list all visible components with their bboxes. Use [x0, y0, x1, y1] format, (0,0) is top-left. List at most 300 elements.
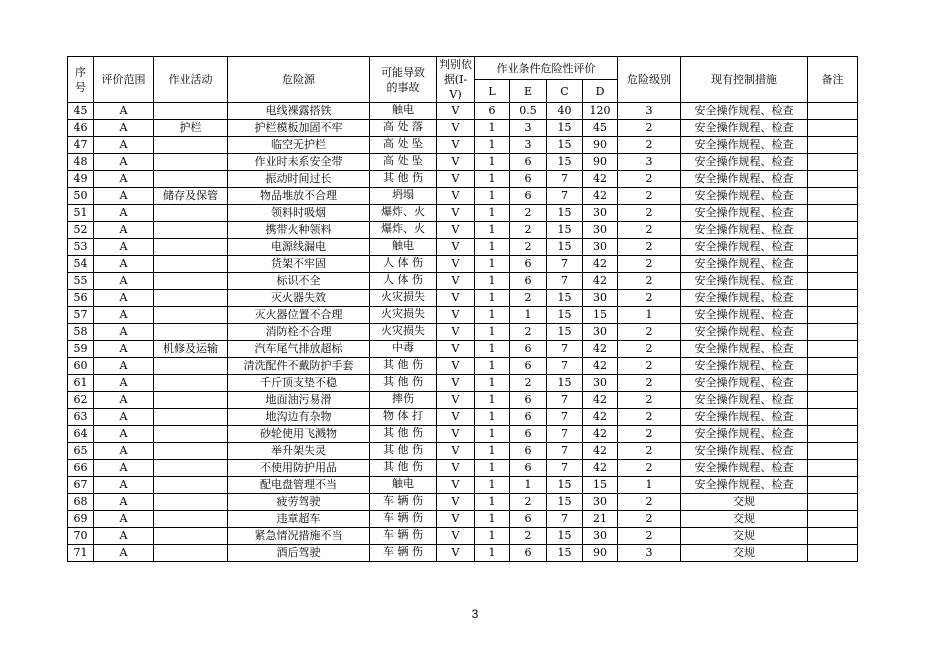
cell-level: 2 — [618, 324, 681, 341]
cell-activity — [154, 324, 228, 341]
accident-text: 火灾损失 — [381, 324, 425, 337]
accident-text: 车 辆 伤 — [383, 545, 423, 558]
cell-l: 1 — [475, 477, 510, 494]
cell-seq: 64 — [68, 426, 94, 443]
cell-e: 1 — [510, 307, 547, 324]
table-header — [68, 57, 858, 103]
header-activity: 作业活动 — [154, 57, 228, 103]
cell-hazard: 清洗配件不戴防护手套 — [228, 358, 370, 375]
cell-c: 7 — [547, 426, 583, 443]
cell-accident — [370, 494, 437, 511]
accident-text: 触电 — [392, 477, 414, 490]
cell-control: 安全操作规程、检查 — [681, 375, 808, 392]
cell-seq: 48 — [68, 154, 94, 171]
cell-control: 交规 — [681, 511, 808, 528]
cell-l: 1 — [475, 188, 510, 205]
cell-activity — [154, 103, 228, 120]
cell-l: 1 — [475, 120, 510, 137]
cell-basis: V — [437, 103, 475, 120]
header-basis: 判别依据(I-V) — [437, 57, 475, 103]
accident-text: 摔伤 — [392, 392, 414, 405]
cell-seq: 56 — [68, 290, 94, 307]
cell-activity — [154, 358, 228, 375]
header-l: L — [475, 80, 510, 103]
header-level: 危险级别 — [618, 57, 681, 103]
cell-accident — [370, 154, 437, 171]
cell-d: 90 — [583, 154, 618, 171]
table-row — [68, 171, 858, 188]
cell-control: 安全操作规程、检查 — [681, 477, 808, 494]
cell-c: 7 — [547, 409, 583, 426]
cell-activity — [154, 409, 228, 426]
cell-e: 6 — [510, 273, 547, 290]
table-row — [68, 290, 858, 307]
cell-remark — [808, 392, 858, 409]
cell-seq: 61 — [68, 375, 94, 392]
cell-activity — [154, 477, 228, 494]
cell-l: 1 — [475, 171, 510, 188]
cell-basis: V — [437, 324, 475, 341]
cell-hazard: 酒后驾驶 — [228, 545, 370, 562]
cell-control: 安全操作规程、检查 — [681, 273, 808, 290]
cell-remark — [808, 460, 858, 477]
cell-basis: V — [437, 205, 475, 222]
cell-hazard: 疲劳驾驶 — [228, 494, 370, 511]
cell-accident — [370, 171, 437, 188]
cell-activity — [154, 426, 228, 443]
cell-scope: A — [94, 307, 154, 324]
cell-remark — [808, 103, 858, 120]
cell-remark — [808, 511, 858, 528]
cell-c: 7 — [547, 443, 583, 460]
cell-level: 2 — [618, 528, 681, 545]
cell-basis: V — [437, 154, 475, 171]
accident-text: 火灾损失 — [381, 290, 425, 303]
cell-accident — [370, 256, 437, 273]
cell-level: 1 — [618, 307, 681, 324]
cell-control: 交规 — [681, 494, 808, 511]
cell-hazard: 地沟边有杂物 — [228, 409, 370, 426]
cell-remark — [808, 290, 858, 307]
cell-c: 15 — [547, 494, 583, 511]
cell-e: 2 — [510, 290, 547, 307]
cell-accident — [370, 137, 437, 154]
accident-text: 爆炸、火 — [381, 205, 425, 218]
cell-l: 1 — [475, 273, 510, 290]
cell-activity — [154, 290, 228, 307]
cell-basis: V — [437, 494, 475, 511]
accident-text: 物 体 打 — [383, 409, 423, 422]
cell-c: 15 — [547, 154, 583, 171]
cell-accident — [370, 392, 437, 409]
cell-d: 30 — [583, 205, 618, 222]
cell-control: 安全操作规程、检查 — [681, 103, 808, 120]
header-control: 现有控制措施 — [681, 57, 808, 103]
cell-e: 6 — [510, 341, 547, 358]
cell-accident — [370, 528, 437, 545]
table-row — [68, 426, 858, 443]
cell-basis: V — [437, 443, 475, 460]
cell-activity — [154, 256, 228, 273]
cell-control: 交规 — [681, 545, 808, 562]
cell-remark — [808, 188, 858, 205]
cell-scope: A — [94, 188, 154, 205]
accident-text: 其 他 伤 — [383, 171, 423, 184]
header-d: D — [583, 80, 618, 103]
cell-d: 21 — [583, 511, 618, 528]
header-hazard: 危险源 — [228, 57, 370, 103]
table-row — [68, 188, 858, 205]
cell-accident — [370, 545, 437, 562]
table-row — [68, 358, 858, 375]
cell-seq: 65 — [68, 443, 94, 460]
cell-d: 30 — [583, 290, 618, 307]
cell-seq: 71 — [68, 545, 94, 562]
cell-remark — [808, 273, 858, 290]
cell-d: 15 — [583, 477, 618, 494]
cell-e: 6 — [510, 392, 547, 409]
cell-accident — [370, 273, 437, 290]
cell-basis: V — [437, 290, 475, 307]
cell-activity — [154, 137, 228, 154]
cell-activity — [154, 511, 228, 528]
table-row — [68, 120, 858, 137]
cell-e: 2 — [510, 205, 547, 222]
cell-seq: 63 — [68, 409, 94, 426]
cell-c: 7 — [547, 358, 583, 375]
cell-c: 7 — [547, 341, 583, 358]
table-row — [68, 443, 858, 460]
table-row — [68, 409, 858, 426]
cell-hazard: 紧急情况措施不当 — [228, 528, 370, 545]
cell-c: 15 — [547, 239, 583, 256]
cell-remark — [808, 137, 858, 154]
cell-hazard: 地面油污易滑 — [228, 392, 370, 409]
cell-activity: 护栏 — [154, 120, 228, 137]
cell-activity: 机修及运输 — [154, 341, 228, 358]
cell-scope: A — [94, 290, 154, 307]
cell-accident — [370, 103, 437, 120]
cell-basis: V — [437, 171, 475, 188]
accident-text: 车 辆 伤 — [383, 528, 423, 541]
table-row — [68, 239, 858, 256]
cell-hazard: 灭火器位置不合理 — [228, 307, 370, 324]
accident-text: 触电 — [392, 239, 414, 252]
cell-hazard: 千斤顶支垫不稳 — [228, 375, 370, 392]
cell-remark — [808, 341, 858, 358]
cell-seq: 58 — [68, 324, 94, 341]
cell-c: 15 — [547, 222, 583, 239]
cell-seq: 51 — [68, 205, 94, 222]
cell-accident — [370, 290, 437, 307]
cell-l: 1 — [475, 409, 510, 426]
cell-accident — [370, 188, 437, 205]
header-scope: 评价范围 — [94, 57, 154, 103]
cell-remark — [808, 409, 858, 426]
cell-seq: 45 — [68, 103, 94, 120]
cell-remark — [808, 375, 858, 392]
accident-text: 人 体 伤 — [383, 273, 423, 286]
header-seq: 序号 — [68, 57, 94, 103]
cell-level: 1 — [618, 477, 681, 494]
cell-l: 1 — [475, 545, 510, 562]
accident-text: 高 处 落 — [383, 120, 423, 133]
cell-hazard: 振动时间过长 — [228, 171, 370, 188]
cell-level: 2 — [618, 375, 681, 392]
cell-remark — [808, 528, 858, 545]
cell-remark — [808, 307, 858, 324]
cell-scope: A — [94, 239, 154, 256]
cell-remark — [808, 256, 858, 273]
cell-seq: 50 — [68, 188, 94, 205]
cell-control: 安全操作规程、检查 — [681, 358, 808, 375]
table-row — [68, 103, 858, 120]
cell-e: 6 — [510, 511, 547, 528]
cell-accident — [370, 341, 437, 358]
cell-e: 2 — [510, 222, 547, 239]
cell-accident — [370, 358, 437, 375]
cell-scope: A — [94, 154, 154, 171]
accident-text: 坍塌 — [392, 188, 414, 201]
cell-hazard: 临空无护栏 — [228, 137, 370, 154]
cell-level: 2 — [618, 358, 681, 375]
cell-e: 0.5 — [510, 103, 547, 120]
cell-seq: 53 — [68, 239, 94, 256]
cell-control: 安全操作规程、检查 — [681, 392, 808, 409]
accident-text: 其 他 伤 — [383, 460, 423, 473]
cell-e: 2 — [510, 494, 547, 511]
cell-scope: A — [94, 358, 154, 375]
table-row — [68, 341, 858, 358]
accident-text: 高 处 坠 — [383, 154, 423, 167]
cell-basis: V — [437, 273, 475, 290]
cell-scope: A — [94, 324, 154, 341]
cell-seq: 66 — [68, 460, 94, 477]
cell-c: 40 — [547, 103, 583, 120]
cell-level: 3 — [618, 103, 681, 120]
cell-activity — [154, 545, 228, 562]
cell-control: 安全操作规程、检查 — [681, 460, 808, 477]
cell-c: 7 — [547, 171, 583, 188]
cell-scope: A — [94, 545, 154, 562]
cell-e: 6 — [510, 188, 547, 205]
table-row — [68, 477, 858, 494]
cell-remark — [808, 443, 858, 460]
cell-e: 2 — [510, 239, 547, 256]
cell-e: 6 — [510, 256, 547, 273]
cell-remark — [808, 545, 858, 562]
cell-control: 安全操作规程、检查 — [681, 188, 808, 205]
cell-seq: 59 — [68, 341, 94, 358]
cell-control: 安全操作规程、检查 — [681, 307, 808, 324]
accident-text: 其 他 伤 — [383, 426, 423, 439]
cell-basis: V — [437, 375, 475, 392]
cell-l: 1 — [475, 256, 510, 273]
cell-basis: V — [437, 307, 475, 324]
cell-seq: 49 — [68, 171, 94, 188]
table-row — [68, 511, 858, 528]
cell-activity — [154, 205, 228, 222]
cell-seq: 67 — [68, 477, 94, 494]
cell-hazard: 货架不牢固 — [228, 256, 370, 273]
cell-e: 6 — [510, 154, 547, 171]
cell-level: 2 — [618, 222, 681, 239]
cell-seq: 47 — [68, 137, 94, 154]
cell-level: 3 — [618, 154, 681, 171]
cell-l: 1 — [475, 290, 510, 307]
cell-e: 6 — [510, 443, 547, 460]
table-row — [68, 324, 858, 341]
cell-activity — [154, 222, 228, 239]
cell-hazard: 携带火种领料 — [228, 222, 370, 239]
cell-scope: A — [94, 273, 154, 290]
cell-basis: V — [437, 358, 475, 375]
cell-l: 1 — [475, 154, 510, 171]
cell-hazard: 汽车尾气排放超标 — [228, 341, 370, 358]
table-row — [68, 460, 858, 477]
cell-basis: V — [437, 341, 475, 358]
cell-hazard: 灭火器失效 — [228, 290, 370, 307]
cell-control: 安全操作规程、检查 — [681, 409, 808, 426]
cell-activity — [154, 307, 228, 324]
cell-basis: V — [437, 528, 475, 545]
cell-d: 42 — [583, 171, 618, 188]
cell-scope: A — [94, 375, 154, 392]
cell-level: 2 — [618, 205, 681, 222]
cell-remark — [808, 477, 858, 494]
cell-seq: 54 — [68, 256, 94, 273]
cell-seq: 62 — [68, 392, 94, 409]
cell-seq: 57 — [68, 307, 94, 324]
cell-d: 45 — [583, 120, 618, 137]
table-row — [68, 273, 858, 290]
cell-level: 2 — [618, 188, 681, 205]
cell-activity — [154, 273, 228, 290]
cell-c: 7 — [547, 273, 583, 290]
cell-level: 2 — [618, 290, 681, 307]
cell-basis: V — [437, 222, 475, 239]
cell-c: 15 — [547, 528, 583, 545]
cell-basis: V — [437, 460, 475, 477]
cell-e: 6 — [510, 358, 547, 375]
cell-c: 15 — [547, 324, 583, 341]
cell-basis: V — [437, 392, 475, 409]
cell-d: 30 — [583, 324, 618, 341]
accident-text: 其 他 伤 — [383, 358, 423, 371]
cell-control: 安全操作规程、检查 — [681, 137, 808, 154]
header-e: E — [510, 80, 547, 103]
cell-hazard: 违章超车 — [228, 511, 370, 528]
cell-c: 15 — [547, 307, 583, 324]
cell-scope: A — [94, 137, 154, 154]
cell-seq: 60 — [68, 358, 94, 375]
cell-control: 安全操作规程、检查 — [681, 256, 808, 273]
cell-accident — [370, 324, 437, 341]
cell-e: 3 — [510, 137, 547, 154]
cell-activity — [154, 460, 228, 477]
accident-text: 中毒 — [392, 341, 414, 354]
cell-d: 30 — [583, 239, 618, 256]
table-body — [68, 103, 858, 562]
cell-accident — [370, 477, 437, 494]
cell-hazard: 配电盘管理不当 — [228, 477, 370, 494]
cell-basis: V — [437, 137, 475, 154]
cell-c: 7 — [547, 392, 583, 409]
cell-level: 2 — [618, 409, 681, 426]
cell-seq: 46 — [68, 120, 94, 137]
cell-level: 2 — [618, 511, 681, 528]
cell-d: 90 — [583, 545, 618, 562]
cell-l: 1 — [475, 222, 510, 239]
cell-c: 7 — [547, 460, 583, 477]
cell-e: 6 — [510, 545, 547, 562]
cell-hazard: 领料时吸烟 — [228, 205, 370, 222]
cell-d: 42 — [583, 358, 618, 375]
cell-basis: V — [437, 239, 475, 256]
cell-control: 安全操作规程、检查 — [681, 324, 808, 341]
cell-remark — [808, 120, 858, 137]
cell-e: 2 — [510, 375, 547, 392]
table-row — [68, 154, 858, 171]
cell-basis: V — [437, 545, 475, 562]
cell-remark — [808, 358, 858, 375]
cell-c: 7 — [547, 256, 583, 273]
cell-accident — [370, 239, 437, 256]
cell-control: 安全操作规程、检查 — [681, 154, 808, 171]
cell-d: 90 — [583, 137, 618, 154]
cell-control: 安全操作规程、检查 — [681, 443, 808, 460]
cell-scope: A — [94, 426, 154, 443]
cell-c: 15 — [547, 120, 583, 137]
cell-l: 1 — [475, 137, 510, 154]
cell-scope: A — [94, 103, 154, 120]
cell-seq: 68 — [68, 494, 94, 511]
cell-d: 42 — [583, 256, 618, 273]
cell-control: 交规 — [681, 528, 808, 545]
cell-remark — [808, 222, 858, 239]
cell-remark — [808, 205, 858, 222]
table-row — [68, 256, 858, 273]
cell-d: 42 — [583, 409, 618, 426]
cell-scope: A — [94, 256, 154, 273]
cell-control: 安全操作规程、检查 — [681, 120, 808, 137]
cell-control: 安全操作规程、检查 — [681, 341, 808, 358]
accident-text: 其 他 伤 — [383, 443, 423, 456]
cell-level: 3 — [618, 545, 681, 562]
cell-level: 2 — [618, 460, 681, 477]
cell-l: 1 — [475, 511, 510, 528]
cell-basis: V — [437, 409, 475, 426]
cell-control: 安全操作规程、检查 — [681, 426, 808, 443]
cell-scope: A — [94, 392, 154, 409]
cell-d: 120 — [583, 103, 618, 120]
cell-d: 42 — [583, 188, 618, 205]
header-lec-group: 作业条件危险性评价 — [475, 57, 618, 80]
page-number: 3 — [471, 607, 479, 621]
cell-accident — [370, 120, 437, 137]
table-row — [68, 392, 858, 409]
cell-activity — [154, 528, 228, 545]
header-c: C — [547, 80, 583, 103]
cell-level: 2 — [618, 120, 681, 137]
cell-accident — [370, 409, 437, 426]
cell-seq: 55 — [68, 273, 94, 290]
cell-control: 安全操作规程、检查 — [681, 171, 808, 188]
cell-d: 42 — [583, 426, 618, 443]
cell-e: 6 — [510, 171, 547, 188]
cell-activity — [154, 392, 228, 409]
cell-scope: A — [94, 460, 154, 477]
